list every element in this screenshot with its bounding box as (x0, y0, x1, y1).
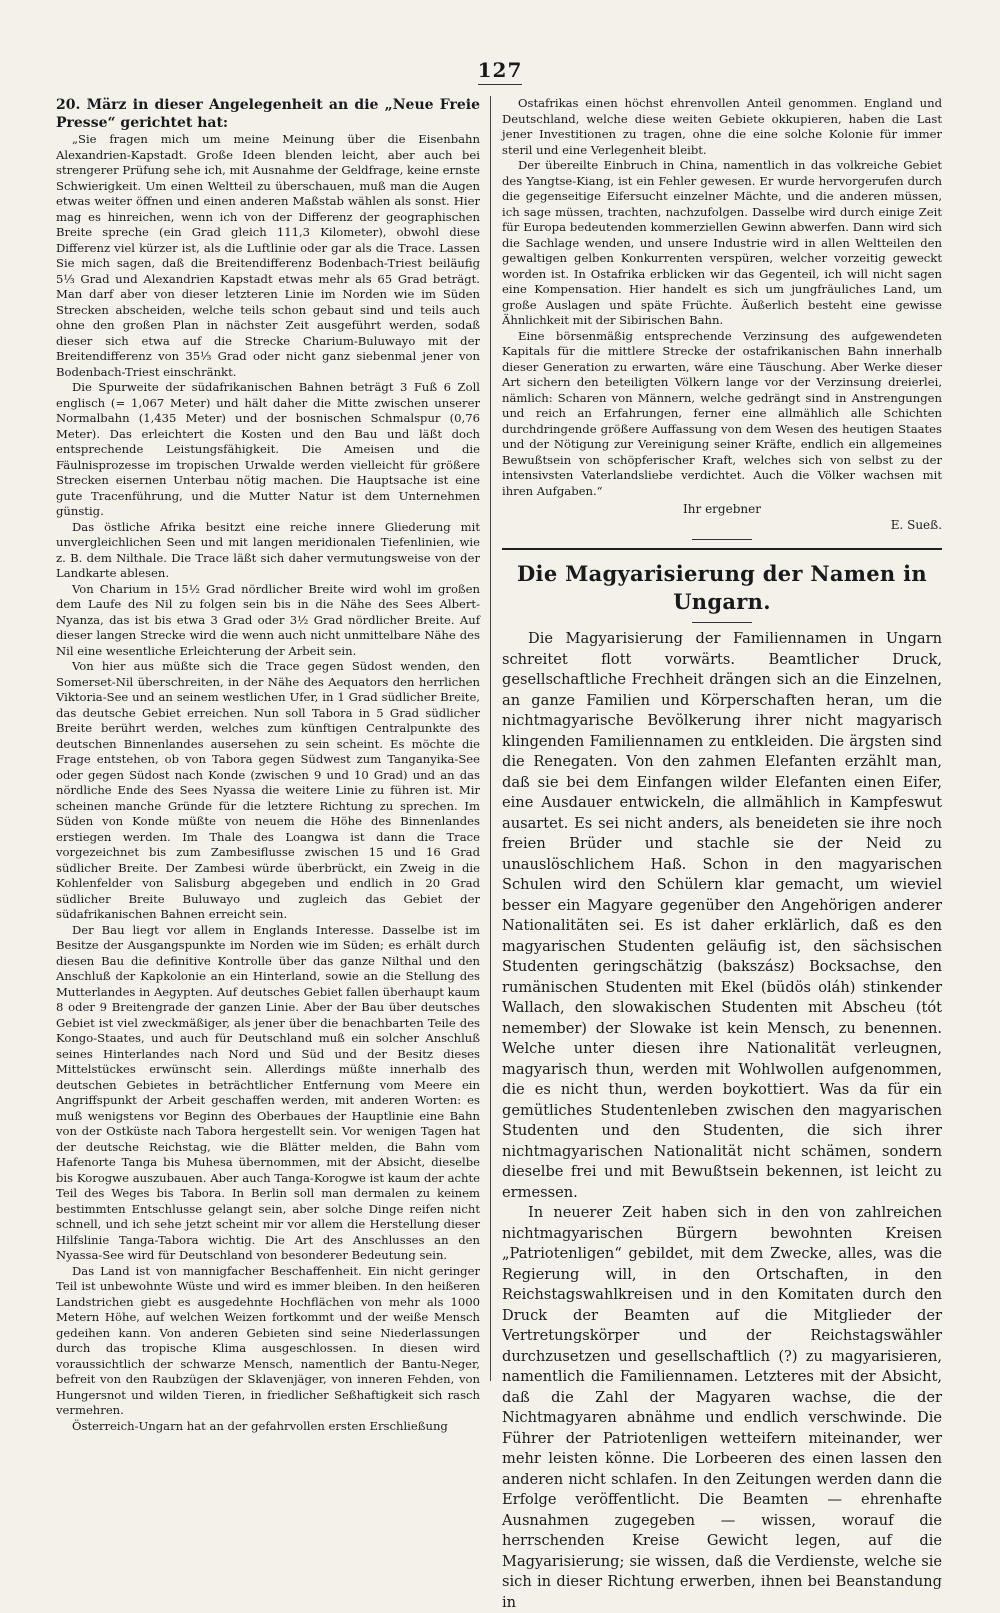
closing-phrase: Ihr ergebner (683, 502, 761, 516)
article-paragraph: Die Magyarisierung der Familiennamen in Ungarn schreitet flott vorwärts. Beamtlicher Druck, gesellschaftliche Frechheit drängen sich an die Einzelnen, an ganze Familien und Körperschaften heran, um die nichtmagyarische Bevölkerung ihrer nicht magyarisch klingenden Familiennamen zu entkleiden. Die ärgsten sind die Renegaten. Von den zahmen Elefanten erzählt man, daß sie bei dem Einfangen wilder Elefanten einen Eifer, eine Ausdauer entwickeln, die allmählich in Kampfeswut ausartet. Es sei nicht anders, als beneideten sie ihre noch freien Brüder und stachle sie der Neid zu unauslöschlichem Haß. Schon in den magyarischen Schulen wird den Schülern klar gemacht, um wieviel besser ein Magyare gegenüber den Angehörigen anderer Nationalitäten sei. Es ist daher erklärlich, daß es den magyarischen Studenten geläufig ist, den sächsischen Studenten geringschätzig (bakszász) Bocksachse, den rumänischen Studenten mit Ekel (büdös oláh) stinkender Wallach, den slowakischen Studenten mit Abscheu (tót nemember) der Slowake ist kein Mensch, zu benennen. Welche unter diesen ihre Nationalität verleugnen, magyarisch thun, werden mit Wohlwollen aufgenommen, die es nicht thun, werden boykottiert. Was da für ein gemütliches Studentenleben zwischen den magyarischen Studenten und den Studenten, die sich ihrer nichtmagyarischen Nationalität nicht schämen, sondern dieselbe frei und mit Bewußtsein bekennen, ist leicht zu ermessen. (502, 630, 942, 1201)
article-paragraph: In neuerer Zeit haben sich in den von zahlreichen nichtmagyarischen Bürgern bewohnten Kreisen „Patriotenligen“ gebildet, mit dem Zwecke, alles, was die Regierung will, in den Ortschaften, in den Reichstagswahlkreisen und in den Komitaten durch den Druck der Beamten auf die Mitglieder der Vertretungskörper und der Reichstagswähler durchzusetzen und gesellschaftlich (?) zu magyarisieren, namentlich die Familiennamen. Letzteres mit der Absicht, daß die Zahl der Magyaren wachse, die der Nichtmagyaren abnähme und endlich verschwinde. Die Führer der Patriotenligen wetteifern miteinander, wer mehr leisten könne. Die Lorbeeren des einen lassen den anderen nicht schlafen. In den Zeitungen werden dann die Erfolge veröffentlicht. Die Beamten — ehrenhafte Ausnahmen zugegeben — wissen, worauf die herrschenden Kreise Gewicht legen, auf die Magyarisierung; sie wissen, daß die Verdienste, welche sie sich in dieser Richtung erwerben, ihnen bei Beanstandung in (502, 1204, 942, 1611)
letter-paragraph: Der Bau liegt vor allem in Englands Interesse. Dasselbe ist im Besitze der Ausgangspunkte im Norden wie im Süden; es erhält durch diesen Bau die definitive Kontrolle über das ganze Nilthal und den Anschluß der Kapkolonie an ein Hinterland, sowie an die Stellung des Mutterlandes in Aegypten. Auf deutsches Gebiet fallen überhaupt kaum 8 oder 9 Breitengrade der ganzen Linie. Aber der Bau über deutsches Gebiet ist viel zweckmäßiger, als jener über die benachbarten Teile des Kongo-Staates, und auch für Deutschland muß ein solcher Anschluß seines Hinterlandes nach Nord und Süd und der Besitz dieses Mittelstückes erwünscht sein. Allerdings müßte innerhalb des deutschen Gebietes in beträchtlicher Entfernung vom Meere ein Angriffspunkt der Arbeit geschaffen werden, mit anderen Worten: es muß wenigstens vor Beginn des Oberbaues der Hauptlinie eine Bahn von der Ostküste nach Tabora hergestellt sein. Vor wenigen Tagen hat der deutsche Reichstag, wie die Blätter melden, die Bahn vom Hafenorte Tanga bis Muhesa übernommen, mit der Absicht, dieselbe bis Korogwe auszubauen. Aber auch Tanga-Korogwe ist kaum der achte Teil des Weges bis Tabora. In Berlin soll man dermalen zu keinem bestimmten Entschlusse gelangt sein, aber solche Dinge reifen nicht schnell, und ich sehe jetzt scheint mir vor allem die Herstellung dieser Hilfslinie Tanga-Tabora wichtig. Die Art des Anschlusses an den Nyassa-See wird für Deutschland von besonderer Bedeutung sein. (56, 922, 480, 1262)
letter-paragraph: Ostafrikas einen höchst ehrenvollen Anteil genommen. England und Deutschland, welche diese weiten Gebiete okkupieren, haben die Last jener Investitionen zu tragen, ohne die eine solche Kolonie für immer steril und eine Verlegenheit bleibt. (502, 96, 942, 157)
letter-paragraph: Von hier aus müßte sich die Trace gegen Südost wenden, den Somerset-Nil überschreiten, in der Nähe des Aequators den herrlichen Viktoria-See und an seinem westlichen Ufer, in 1 Grad südlicher Breite, das deutsche Gebiet erreichen. Nun soll Tabora in 5 Grad südlicher Breite berührt werden, welches zum künftigen Centralpunkte des deutschen Binnenlandes ausersehen zu sein scheint. Es möchte die Frage entstehen, ob von Tabora gegen Südwest zum Tanganyika-See oder gegen Südost nach Konde (zwischen 9 und 10 Grad) und an das nördliche Ende des Sees Nyassa die weitere Linie zu führen ist. Mir scheinen manche Gründe für die letztere Richtung zu sprechen. Im Süden von Konde müßte von neuem die Höhe des Binnenlandes erstiegen werden. Im Thale des Loangwa ist dann die Trace vorgezeichnet bis zum Zambesiflusse zwischen 15 und 16 Grad südlicher Breite. Der Zambesi würde überbrückt, ein Zweig in die Kohlenfelder von Salisburg abgegeben und endlich in 20 Grad südlicher Breite Buluwayo und zugleich das Gebiet der südafrikanischen Bahnen erreicht sein. (56, 659, 480, 921)
letter-paragraph: Von Charium in 15½ Grad nördlicher Breite wird wohl im großen dem Laufe des Nil zu folgen sein bis in die Nähe des Sees Albert-Nyanza, das ist bis etwa 3 Grad oder 3½ Grad nördlicher Breite. Auf dieser langen Strecke wird die wenn auch nicht unmittelbare Nähe des Nil eine wesentliche Erleichterung der Arbeit sein. (56, 581, 480, 658)
right-column (502, 96, 942, 1611)
letter-paragraph: Eine börsenmäßig entsprechende Verzinsung des aufgewendeten Kapitals für die mittlere Strecke der ostafrikanischen Bahn innerhalb dieser Generation zu erwarten, wäre eine Täuschung. Aber Werke dieser Art sichern den beteiligten Völkern lange vor der Verzinsung dreierlei, nämlich: Scharen von Männern, welche gedrängt sind in Anstrengungen und reich an Erfahrungen, ferner eine allmählich alle Schichten durchdringende größere Auffassung von dem Wesen des heutigen Staates und der Nötigung zur Vereinigung seiner Kräfte, endlich ein allgemeines Bewußtsein von schöpferischer Kraft, welches sich von selbst zu der intensivsten Vaterlandsliebe verdichtet. Auch die Völker wachsen mit ihren Aufgaben.“ (502, 328, 942, 498)
page-number: 127 (477, 58, 523, 82)
separator-short (692, 539, 752, 540)
left-column (56, 96, 480, 1433)
letter-paragraph: „Sie fragen mich um meine Meinung über die Eisenbahn Alexandrien-Kapstadt. Große Ideen blenden leicht, aber auch bei strengerer Prüfung sehe ich, mit Ausnahme der Geldfrage, keine ernste Schwierigkeit. Um einen Weltteil zu überschauen, muß man die Augen etwas weiter öffnen und einen anderen Maßstab wählen als sonst. Hier mag es hinreichen, wenn ich von der Differenz der geographischen Breite spreche (ein Grad gleich 111,3 Kilometer), obwohl diese Differenz viel kürzer ist, als die Luftlinie oder gar als die Trace. Lassen Sie mich sagen, daß die Breitendifferenz Bodenbach-Triest beiläufig 5⅓ Grad und Alexandrien Kapstadt etwas mehr als 65 Grad beträgt. Man darf aber von dieser letzteren Linie im Norden wie im Süden Strecken abscheiden, welche teils schon gebaut sind und teils auch ohne den großen Plan in nächster Zeit ausgeführt werden, sodaß dieser sich etwa auf die Strecke Charium-Buluwayo mit der Breitendifferenz von 35⅓ Grad oder nicht ganz siebenmal jener von Bodenbach-Triest einschränkt. (56, 132, 480, 379)
article-body (502, 629, 942, 1613)
title-underline (692, 622, 752, 623)
letter-paragraph: Das Land ist von mannigfacher Beschaffenheit. Ein nicht geringer Teil ist unbewohnte Wüste und wird es immer bleiben. In den heißeren Landstrichen giebt es ausgedehnte Hochflächen von mehr als 1000 Metern Höhe, auf welchen Weizen fortkommt und der weiße Mensch gedeihen kann. Von anderen Gebieten sind seine Niederlassungen durch das tropische Klima ausgeschlossen. In diesen wird voraussichtlich der schwarze Mensch, namentlich der Bantu-Neger, befreit von den Raubzügen der Sklavenjäger, von inneren Fehden, von Hungersnot und wilden Tieren, in friedlicher Seßhaftigkeit sich rasch vermehren. (56, 1263, 480, 1417)
signature: E. Sueß. (890, 518, 942, 532)
column-divider (490, 96, 491, 1381)
letter-paragraph: Die Spurweite der südafrikanischen Bahnen beträgt 3 Fuß 6 Zoll englisch (= 1,067 Meter) und hält daher die Mitte zwischen unserer Normalbahn (1,435 Meter) und der bosnischen Schmalspur (0,76 Meter). Das erleichtert die Kosten und den Bau und läßt doch entsprechende Leistungsfähigkeit. Die Ameisen und die Fäulnisprozesse im tropischen Urwalde werden vielleicht für größere Strecken eisernen Unterbau nötig machen. Die Hauptsache ist eine gute Tracenführung, und die Mutter Natur ist dem Unternehmen günstig. (56, 380, 480, 518)
letter-paragraph: Der übereilte Einbruch in China, namentlich in das volkreiche Gebiet des Yangtse-Kiang, ist ein Fehler gewesen. Er wurde hervorgerufen durch die gegenseitige Eifersucht einzelner Mächte, und die anderen müssen, ich sage müssen, trachten, nachzufolgen. Dasselbe wird durch einige Zeit für Europa bedeutenden kommerziellen Gewinn abwerfen. Dann wird sich die Sachlage wenden, und unsere Industrie wird in allen Weltteilen den gewaltigen gelben Konkurrenten verspüren, welcher vorzeitig geweckt worden ist. In Ostafrika erblicken wir das Gegenteil, ich will nicht sagen eine Kompensation. Hier handelt es sich um jungfräuliches Land, um große Auslagen und späte Früchte. Äußerlich besteht eine gewisse Ähnlichkeit mit der Sibirischen Bahn. (502, 158, 942, 327)
article-title: Die Magyarisierung der Namen in Ungarn. (517, 561, 927, 614)
lead-line: 20. März in dieser Angelegenheit an die „Neue Freie Presse“ gerichtet hat: (56, 97, 480, 131)
letter-paragraph: Österreich-Ungarn hat an der gefahrvollen ersten Erschließung (72, 1418, 448, 1433)
letter-closing (502, 501, 942, 533)
separator-long (502, 548, 942, 550)
letter-paragraph: Das östliche Afrika besitzt eine reiche innere Gliederung mit unvergleichlichen Seen und mit langen meridionalen Tiefenlinien, wie z. B. dem Nilthale. Die Trace läßt sich daher vermutungsweise von der Landkarte ablesen. (56, 519, 480, 580)
page-number-rule (478, 84, 522, 85)
letter-continuation (502, 96, 942, 499)
